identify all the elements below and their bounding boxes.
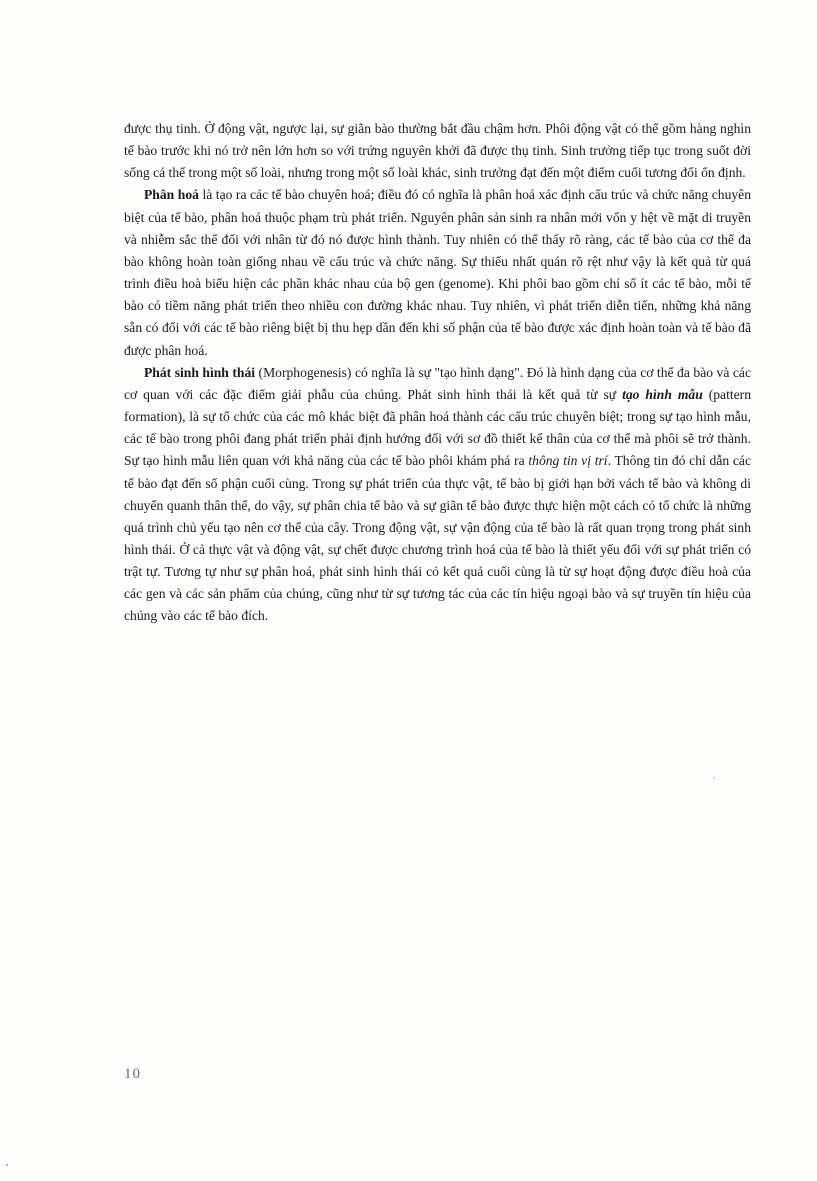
paragraph [124, 184, 751, 361]
text-run: (Morphogenesis) có nghĩa là sự "tạo hình dạng". Đó là hình dạng của cơ thể đa bào và các cơ quan với các đặc điểm giải phẫu của chúng. Phát sinh hình thái là kết quả từ sự [124, 364, 751, 402]
emphasis-text: thông tin vị trí [528, 453, 608, 469]
page-number: 10 [124, 1066, 141, 1082]
paragraph [124, 118, 751, 184]
text-run: là tạo ra các tế bào chuyên hoá; điều đó có nghĩa là phân hoá xác định cấu trúc và chức năng chuyên biệt của tế bào, phân hoá thuộc phạm trù phát triển. Nguyên phân sản sinh ra nhân mới vốn y hệt về mặt di truyền và nhiễm sắc thể đối với nhân từ đó nó được hình thành. Tuy nhiên có thể thấy rõ ràng, các tế bào của cơ thể đa bào không hoàn toàn giống nhau về cấu trúc và chức năng. Sự thiếu nhất quán rõ rệt như vậy là kết quả từ quá trình điều hoà biểu hiện các phần khác nhau của bộ gen (genome). Khi phôi bao gồm chỉ số ít các tế bào, mỗi tế bào có tiềm năng phát triển theo nhiều con đường khác nhau. Tuy nhiên, vì phát triển diễn tiến, những khả năng sẵn có đối với các tế bào riêng biệt bị thu hẹp dần đến khi số phận của tế bào được xác định hoàn toàn và tế bào đã được phân hoá. [124, 187, 751, 358]
key-term: Phân hoá [144, 187, 199, 203]
text-run: . Thông tin đó chỉ dẫn các tế bào đạt đến số phận cuối cùng. Trong sự phát triển của thực vật, tế bào bị giới hạn bởi vách tế bào và không di chuyển quanh thân thể, do vậy, sự phân chia tế bào và sự giãn tế bào được thực hiện một cách có tổ chức là những quá trình chủ yếu tạo nên cơ thể của cây. Trong động vật, sự vận động của tế bào là rất quan trọng trong phát sinh hình thái. Ở cả thực vật và động vật, sự chết được chương trình hoá của tế bào là thiết yếu đối với sự phát triển có trật tự. Tương tự như sự phân hoá, phát sinh hình thái có kết quả cuối cùng là từ sự hoạt động được điều hoà của các gen và các sản phẩm của chúng, cũng như từ sự tương tác của các tín hiệu ngoại bào và sự truyền tín hiệu của chúng vào các tế bào đích. [124, 453, 751, 624]
key-term: Phát sinh hình thái [144, 364, 256, 380]
scan-speck [6, 1164, 8, 1166]
scan-speck [713, 777, 715, 779]
text-run: được thụ tinh. Ở động vật, ngược lại, sự giãn bào thường bắt đầu chậm hơn. Phôi động vật có thể gồm hàng nghìn tế bào trước khi nó trở nên lớn hơn so với trứng nguyên khởi đã được thụ tinh. Sinh trưởng tiếp tục trong suốt đời sống cá thể trong một số loài, nhưng trong một số loài khác, sinh trưởng đạt đến một điểm cuối tương đối ổn định. [124, 121, 751, 181]
body-text [124, 118, 751, 628]
key-term-emphasis: tạo hình mẫu [622, 386, 703, 402]
text-run: (pattern formation), là sự tổ chức của các mô khác biệt đã phân hoá thành các cấu trúc chuyên biệt; trong sự tạo hình mẫu, các tế bào trong phôi đang phát triển phải định hướng đối với sơ đồ thiết kế thân của cơ thể mà phôi sẽ trở thành. Sự tạo hình mẫu liên quan với khả năng của các tế bào phôi khám phá ra [124, 386, 751, 469]
paragraph [124, 362, 751, 628]
